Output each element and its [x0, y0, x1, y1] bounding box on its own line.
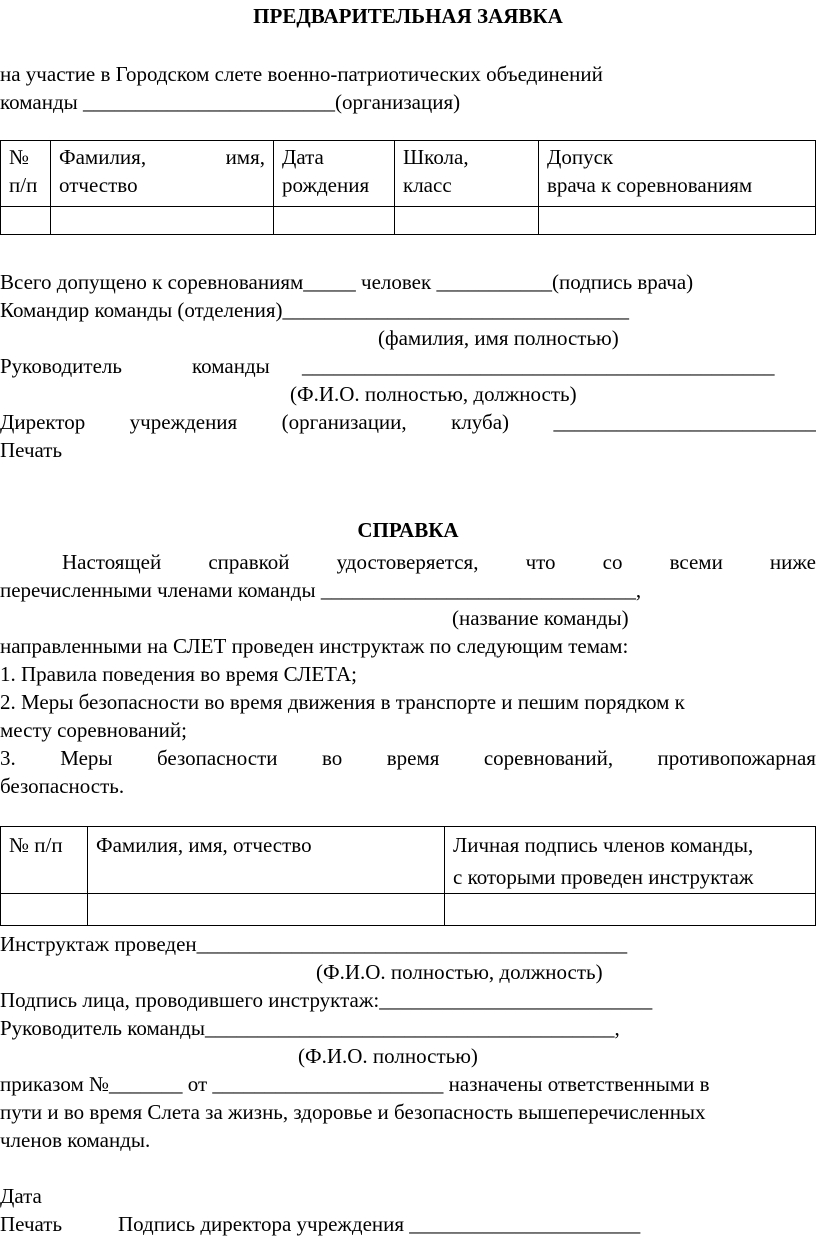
order-line-3: членов команды.	[0, 1128, 151, 1152]
leader-label: Руководитель	[0, 354, 122, 378]
table-row	[1, 207, 816, 235]
participants-table	[0, 140, 816, 235]
topic-item-3-continued: безопасность.	[0, 774, 125, 798]
instructor-signature-line: Подпись лица, проводившего инструктаж:__________________________	[0, 988, 653, 1012]
briefing-table	[0, 826, 816, 926]
certificate-paragraph-line2: перечисленными членами команды ______________________________,	[0, 578, 642, 602]
participation-line: на участие в Городском слете военно-патриотических объединений	[0, 62, 603, 86]
team-name-hint: (название команды)	[452, 606, 629, 630]
certificate-stamp: Печать	[0, 1212, 63, 1236]
header-number: № п/п	[1, 141, 51, 207]
table-header-row	[1, 827, 816, 894]
header-fullname: Фамилия, имя, отчество	[51, 141, 274, 207]
commander-hint: (фамилия, имя полностью)	[378, 326, 619, 350]
team-leader-line: Руководитель команды_______________________________________,	[0, 1016, 620, 1040]
leader-mid: команды	[192, 354, 270, 378]
header-fullname: Фамилия, имя, отчество	[88, 827, 445, 894]
order-line-1: приказом №_______ от ______________________ назначены ответственными в	[0, 1072, 710, 1096]
topic-item-2: 2. Меры безопасности во время движения в транспорте и пешим порядком к	[0, 690, 685, 714]
admitted-count-line: Всего допущено к соревнованиям_____ человек ___________(подпись врача)	[0, 270, 694, 294]
leader-line: _____________________________________________	[302, 354, 775, 378]
application-title: ПРЕДВАРИТЕЛЬНАЯ ЗАЯВКА	[253, 4, 563, 28]
director-signature-line: Подпись директора учреждения ______________________	[118, 1212, 641, 1236]
header-number: № п/п	[1, 827, 88, 894]
header-doctor-admission: Допуск врача к соревнованиям	[539, 141, 816, 207]
team-leader-hint: (Ф.И.О. полностью)	[298, 1044, 478, 1068]
topic-item-2-continued: месту соревнований;	[0, 718, 187, 742]
topic-item-3: 3. Меры безопасности во время соревнований, противопожарная	[0, 746, 816, 770]
director-line: Директор учреждения (организации, клуба) _________________________	[0, 410, 816, 434]
application-stamp: Печать	[0, 438, 63, 462]
table-row	[1, 894, 816, 926]
date-label: Дата	[0, 1184, 42, 1208]
certificate-paragraph-line1: Настоящей справкой удостоверяется, что со всеми ниже	[62, 550, 816, 574]
header-signature: Личная подпись членов команды, с которыми проведен инструктаж	[445, 827, 816, 894]
leader-hint: (Ф.И.О. полностью, должность)	[290, 382, 577, 406]
header-school: Школа, класс	[395, 141, 539, 207]
table-header-row	[1, 141, 816, 207]
certificate-title: СПРАВКА	[357, 518, 459, 542]
order-line-2: пути и во время Слета за жизнь, здоровье и безопасность вышеперечисленных	[0, 1100, 706, 1124]
briefing-hint: (Ф.И.О. полностью, должность)	[316, 960, 603, 984]
certificate-paragraph-line3: направленными на СЛЕТ проведен инструктаж по следующим темам:	[0, 634, 629, 658]
briefing-conducted-line: Инструктаж проведен_________________________________________	[0, 932, 628, 956]
header-birthdate: Дата рождения	[274, 141, 395, 207]
topic-item-1: 1. Правила поведения во время СЛЕТА;	[0, 662, 357, 686]
commander-line: Командир команды (отделения)_________________________________	[0, 298, 629, 322]
team-organization-line: команды ________________________(организация)	[0, 90, 461, 114]
